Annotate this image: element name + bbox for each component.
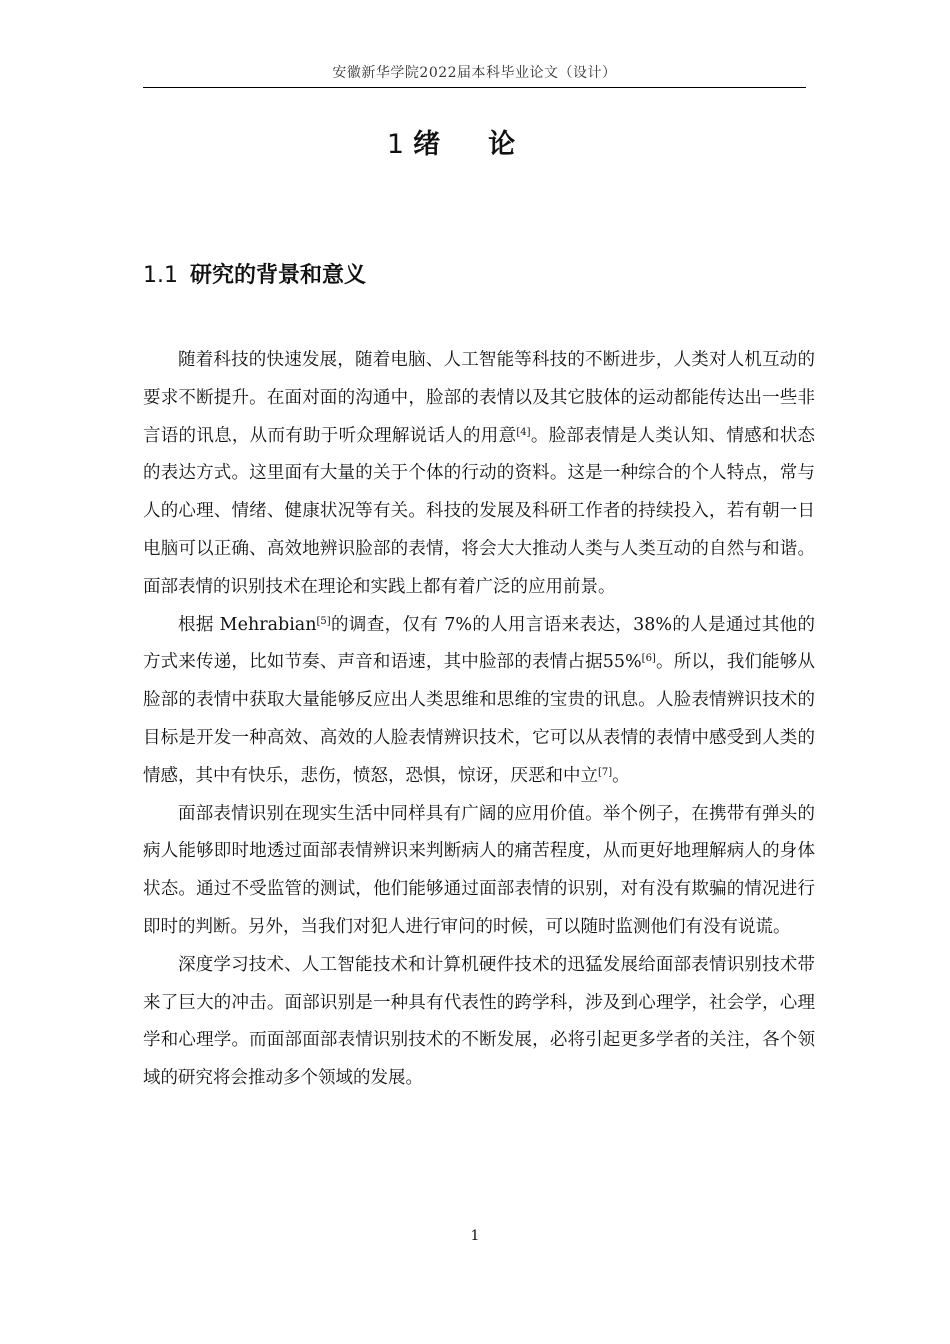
section-heading: [143, 258, 366, 289]
page-header: 安徽新华学院2022届本科毕业论文（设计）: [332, 65, 617, 81]
section-number: 1.1: [143, 263, 178, 288]
citation-7: [7]: [598, 766, 613, 778]
paragraph-2-part-c: 。所以，我们能够从脸部的表情中获取大量能够反应出人类思维和思维的宝贵的讯息。人脸表情辨识技术的目标是开发一种高效、高效的人脸表情辨识技术，它可以从表情的表情中感受到人类的情感，其中有快乐，悲伤，愤怒，恐惧，惊讶，厌恶和中立: [143, 652, 815, 786]
paragraph-1-part-a: 随着科技的快速发展，随着电脑、人工智能等科技的不断进步，人类对人机互动的要求不断提升。在面对面的沟通中，脸部的表情以及其它肢体的运动都能传达出一些非言语的讯息，从而有助于听众理解说话人的用意: [143, 350, 815, 446]
paragraph-2-part-b: 的调查，仅有 7%的人用言语来表达，38%的人是通过其他的方式来传递，比如节奏、声音和语速，其中脸部的表情占据55%: [143, 614, 815, 673]
page-number: 1: [470, 1228, 480, 1244]
paragraph-1: [143, 342, 815, 607]
chapter-number: 1: [386, 129, 406, 160]
header-rule: [143, 87, 806, 88]
paragraph-3: 面部表情识别在现实生活中同样具有广阔的应用价值。举个例子，在携带有弹头的病人能够即时地透过面部表情辨识来判断病人的痛苦程度，从而更好地理解病人的身体状态。通过不受监管的测试，他们能够通过面部表情的识别，对有没有欺骗的情况进行即时的判断。另外，当我们对犯人进行审问的时候，可以随时监测他们有没有说谎。: [143, 803, 815, 937]
paragraph-2: [143, 607, 815, 796]
body-text: [143, 342, 815, 1098]
section-title-text: 研究的背景和意义: [190, 263, 367, 288]
paragraph-4: 深度学习技术、人工智能技术和计算机硬件技术的迅猛发展给面部表情识别技术带来了巨大的冲击。面部识别是一种具有代表性的跨学科，涉及到心理学，社会学，心理学和心理学。而面部面部表情识别技术的不断发展，必将引起更多学者的关注，各个领域的研究将会推动多个领域的发展。: [143, 954, 815, 1089]
paragraph-2-part-d: 。: [612, 765, 630, 786]
paragraph-2-part-a: 根据 Mehrabian: [178, 614, 317, 635]
citation-5: [5]: [316, 615, 331, 627]
chapter-title-text: 绪论: [413, 129, 564, 160]
chapter-title: [0, 122, 950, 161]
citation-4: [4]: [516, 426, 531, 438]
paragraph-1-part-b: 。脸部表情是人类认知、情感和状态的表达方式。这里面有大量的关于个体的行动的资料。这是一种综合的个人特点，常与人的心理、情绪、健康状况等有关。科技的发展及科研工作者的持续投入，若有朝一日电脑可以正确、高效地辨识脸部的表情，将会大大推动人类与人类互动的自然与和谐。面部表情的识别技术在理论和实践上都有着广泛的应用前景。: [143, 425, 816, 597]
citation-6: [6]: [641, 653, 656, 665]
